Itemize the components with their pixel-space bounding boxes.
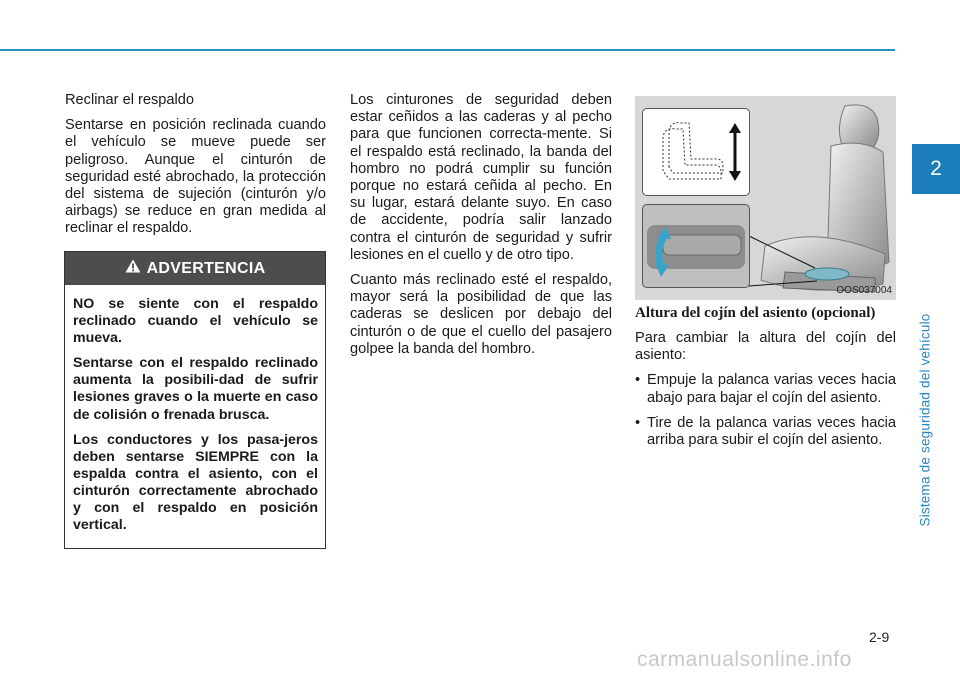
- column-3: [635, 305, 896, 457]
- reclining-paragraph: Sentarse en posición reclinada cuando el vehículo se mueve puede ser peligroso. Aunque el cinturón de seguridad esté abrochado, la protección del sistema de sujeción (cinturón y/o airbags) se reduce en gran medida al reclinar el respaldo.: [65, 117, 326, 237]
- header-rule: [0, 49, 895, 51]
- lever-inset: [642, 204, 750, 288]
- watermark: carmanualsonline.info: [637, 648, 852, 671]
- warning-header: [65, 252, 325, 285]
- column-1: [65, 92, 326, 246]
- column-2: [350, 92, 612, 366]
- seat-illustration: [635, 96, 896, 300]
- warning-paragraph: NO se siente con el respaldo reclinado cuando el vehículo se mueva.: [73, 296, 318, 347]
- figure-code: OOS037004: [836, 285, 892, 296]
- page-number: 2-9: [869, 629, 890, 645]
- section-heading-reclining: Reclinar el respaldo: [65, 92, 194, 108]
- cushion-steps-list: [635, 372, 896, 449]
- warning-box: [64, 251, 326, 549]
- chapter-title: Sistema de seguridad del vehículo: [917, 313, 933, 527]
- seat-height-inset: [642, 108, 750, 196]
- section-heading-cushion: Altura del cojín del asiento (opcional): [635, 305, 876, 321]
- chapter-number: 2: [930, 157, 942, 180]
- warning-triangle-icon: [125, 259, 141, 278]
- chapter-tab: [912, 144, 960, 194]
- warning-paragraph: Sentarse con el respaldo reclinado aumenta la posibili-dad de sufrir lesiones graves o la muerte en caso de colisión o frenada brusca.: [73, 355, 318, 423]
- seatbelt-paragraph: Los cinturones de seguridad deben estar ceñidos a las caderas y al pecho para que funcionen correcta-mente. Si el respaldo está reclinado, la banda del hombro no podrá cumplir su función porque no estará ceñida al pecho. En su lugar, estará delante suyo. En caso de accidente, podría salir lanzado contra el cinturón de seguridad y sufrir lesiones en el cuello y de otro tipo.: [350, 92, 612, 263]
- warning-body: [65, 285, 325, 534]
- warning-paragraph: Los conductores y los pasa-jeros deben sentarse SIEMPRE con la espalda contra el asiento, con el cinturón correctamente abrochado y con el respaldo en posición vertical.: [73, 431, 318, 534]
- cushion-intro: Para cambiar la altura del cojín del asiento:: [635, 330, 896, 364]
- warning-title: ADVERTENCIA: [146, 259, 266, 277]
- recline-risk-paragraph: Cuanto más reclinado esté el respaldo, mayor será la posibilidad de que las caderas se deslicen por debajo del cinturón o de que el cuello del pasajero golpee la banda del hombro.: [350, 272, 612, 357]
- list-item: • Tire de la palanca varias veces hacia arriba para subir el cojín del asiento.: [635, 415, 896, 449]
- list-item: • Empuje la palanca varias veces hacia abajo para bajar el cojín del asiento.: [635, 372, 896, 406]
